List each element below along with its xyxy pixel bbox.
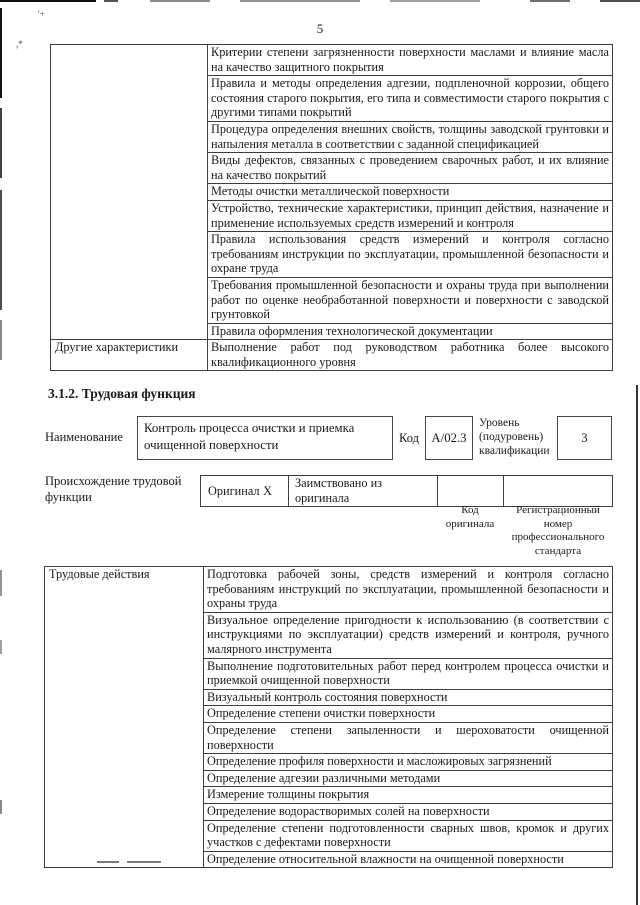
scan-artifact-left-7 [0, 800, 2, 814]
other-characteristics-text: Выполнение работ под руководством работника более высокого квалификационного уровня [208, 340, 613, 371]
scan-artifact-left-3 [0, 190, 2, 310]
knowledge-row-text: Правила оформления технологической документации [208, 323, 613, 340]
action-row-text: Выполнение подготовительных работ перед контролем процесса очистки и приемкой очищенной поверхности [204, 658, 613, 689]
function-code-box: А/02.3 [425, 416, 473, 460]
origin-borrowed-cell: Заимствовано из оригинала [289, 476, 438, 507]
registration-number-caption: Регистрационный номер профессионального стандарта [511, 504, 605, 557]
knowledge-table [50, 44, 613, 371]
other-characteristics-label: Другие характеристики [51, 340, 208, 371]
action-row-text: Измерение толщины покрытия [204, 787, 613, 804]
actions-table [44, 566, 613, 868]
knowledge-row-text: Требования промышленной безопасности и охраны труда при выполнении работ по оценке необработанной поверхности и поверхности с заводской грунтовкой [208, 277, 613, 323]
table-row [201, 476, 613, 507]
original-label: Оригинал [208, 483, 260, 498]
table-row [51, 340, 613, 371]
scan-artifact-right-1 [636, 385, 638, 905]
scan-artifact-left-5 [0, 570, 2, 596]
scan-artifact-top-2 [104, 0, 118, 2]
action-row-text: Определение степени подготовленности сварных швов, кромок и других участков с дефектами поверхности [204, 820, 613, 851]
origin-code-caption: Код оригинала [445, 504, 495, 530]
scan-artifact-left-4 [0, 320, 2, 360]
origin-original-cell [201, 476, 289, 507]
action-row-text: Подготовка рабочей зоны, средств измерений и контроля согласно требованиям инструкций по эксплуатации, промышленной безопасности и охраны труда [204, 567, 613, 613]
scan-artifact-top-4 [240, 0, 360, 2]
qualification-level-label: Уровень (подуровень) квалификации [479, 417, 550, 457]
scan-speck-1: '+ [38, 9, 45, 19]
action-row-text: Визуальное определение пригодности к использованию (в соответствии с инструкциями по эксплуатации) средств измерений и контроля, ручного малярного инструмента [204, 612, 613, 658]
function-name-box: Контроль процесса очистки и приемка очищенной поверхности [137, 416, 393, 460]
scan-artifact-top-6 [530, 0, 570, 2]
knowledge-row-text: Правила использования средств измерений и контроля согласно требованиям инструкции по эксплуатации, промышленной безопасности и охране труда [208, 232, 613, 278]
scan-artifact-left-2 [0, 108, 2, 178]
action-row-text: Определение водорастворимых солей на поверхности [204, 803, 613, 820]
actions-label-cell: Трудовые действия [45, 567, 204, 868]
knowledge-row-text: Правила и методы определения адгезии, подпленочной коррозии, общего состояния старого покрытия, его типа и совместимости старого покрытия с другими типами покрытий [208, 76, 613, 122]
origin-label: Происхождение трудовой функции [45, 474, 182, 504]
action-row-text: Определение степени запыленности и шероховатости очищенной поверхности [204, 722, 613, 753]
page-number: 5 [316, 21, 324, 36]
code-label: Код [399, 431, 419, 445]
scan-artifact-top-1 [0, 0, 96, 2]
table-row [45, 567, 613, 613]
table-row [51, 45, 613, 76]
knowledge-row-text: Процедура определения внешних свойств, толщины заводской грунтовки и напыления металла в соответствии с заданной спецификацией [208, 121, 613, 152]
scan-artifact-left-6 [0, 640, 2, 654]
knowledge-row-text: Критерии степени загрязненности поверхности маслами и влияние масла на качество защитного покрытия [208, 45, 613, 76]
scan-artifact-top-3 [150, 0, 210, 2]
knowledge-row-text: Методы очистки металлической поверхности [208, 184, 613, 201]
action-row-text: Определение относительной влажности на очищенной поверхности [204, 851, 613, 868]
name-label: Наименование [45, 430, 123, 444]
original-mark: X [263, 483, 272, 498]
action-row-text: Определение профиля поверхности и масложировых загрязнений [204, 754, 613, 771]
action-row-text: Определение степени очистки поверхности [204, 706, 613, 723]
qualification-level-box: 3 [557, 416, 612, 460]
knowledge-row-text: Виды дефектов, связанных с проведением сварочных работ, и их влияние на качество покрытий [208, 153, 613, 184]
action-row-text: Визуальный контроль состояния поверхности [204, 689, 613, 706]
origin-code-cell [438, 476, 504, 507]
scan-speck-2: ,* [16, 39, 23, 49]
section-heading: 3.1.2. Трудовая функция [48, 386, 196, 401]
origin-table [200, 475, 613, 507]
action-row-text: Определение адгезии различными методами [204, 770, 613, 787]
scan-artifact-top-5 [390, 0, 480, 2]
knowledge-left-cell [51, 45, 208, 340]
scan-artifact-top-7 [600, 0, 640, 2]
origin-registration-cell [504, 476, 613, 507]
knowledge-row-text: Устройство, технические характеристики, принцип действия, назначение и применение используемых средств измерений и контроля [208, 200, 613, 231]
